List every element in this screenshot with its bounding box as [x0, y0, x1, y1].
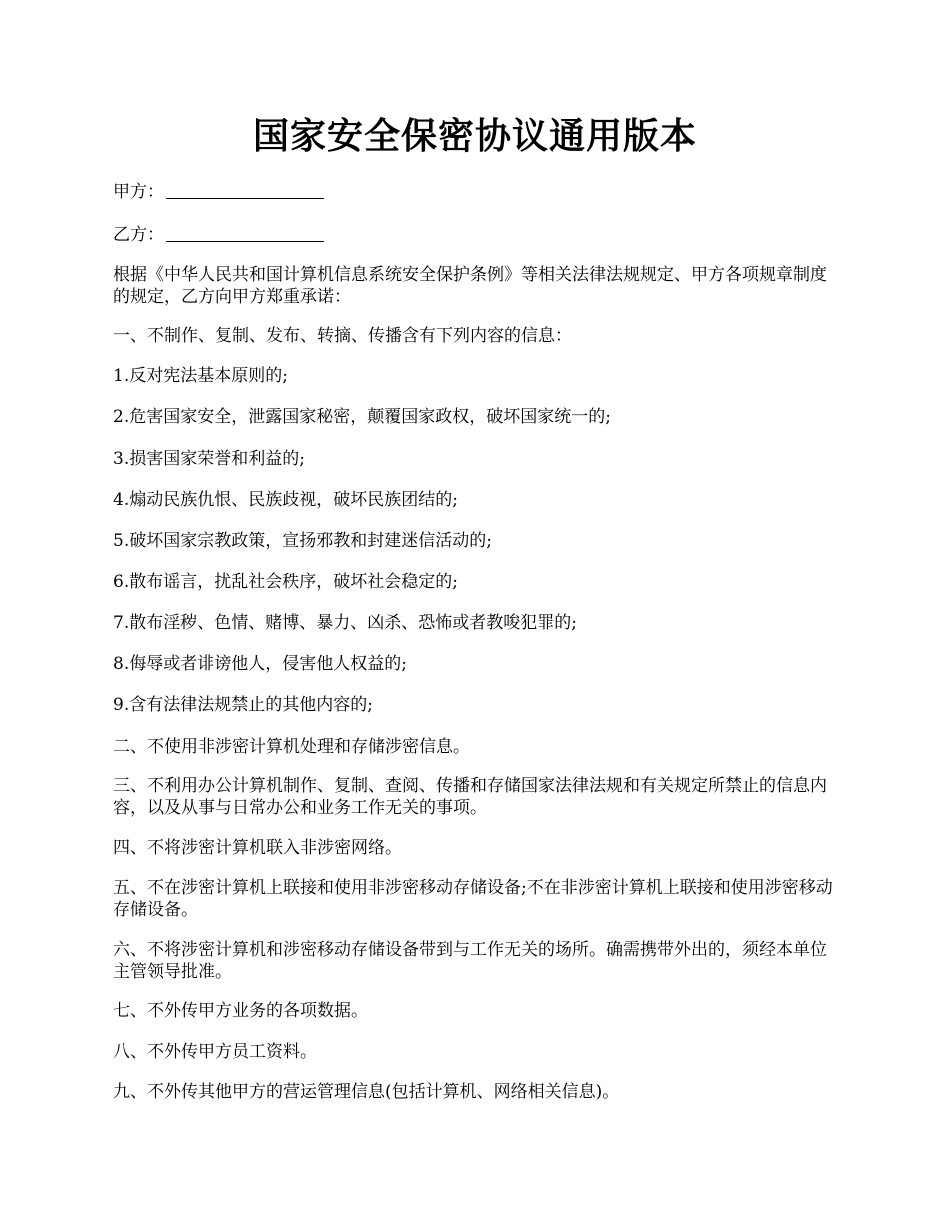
- list-item: 8.侮辱或者诽谤他人，侵害他人权益的;: [113, 654, 407, 674]
- clause-1: 一、不制作、复制、发布、转摘、传播含有下列内容的信息：: [113, 326, 572, 346]
- party-b-label: 乙方：: [113, 225, 164, 245]
- clause-6: 六、不将涉密计算机和涉密移动存储设备带到与工作无关的场所。确需携带外出的，须经本单位主管领导批准。: [113, 940, 827, 982]
- clause-8: 八、不外传甲方员工资料。: [113, 1042, 317, 1062]
- clause-4: 四、不将涉密计算机联入非涉密网络。: [113, 838, 402, 858]
- party-b-line: [113, 224, 843, 246]
- list-item: 4.煽动民族仇恨、民族歧视，破坏民族团结的;: [113, 490, 458, 510]
- clause-7: 七、不外传甲方业务的各项数据。: [113, 1001, 368, 1021]
- document-title: 国家安全保密协议通用版本: [252, 115, 697, 157]
- party-a-blank: [166, 182, 324, 199]
- list-item: 6.散布谣言，扰乱社会秩序，破坏社会稳定的;: [113, 572, 458, 592]
- list-item: 2.危害国家安全，泄露国家秘密，颠覆国家政权，破坏国家统一的;: [113, 407, 611, 427]
- clause-9: 九、不外传其他甲方的营运管理信息(包括计算机、网络相关信息)。: [113, 1082, 620, 1102]
- clause-5: 五、不在涉密计算机上联接和使用非涉密移动存储设备;不在非涉密计算机上联接和使用涉密移动存储设备。: [113, 878, 833, 920]
- list-item: 1.反对宪法基本原则的;: [113, 366, 288, 386]
- list-item: 3.损害国家荣誉和利益的;: [113, 449, 305, 469]
- intro-paragraph: 根据《中华人民共和国计算机信息系统安全保护条例》等相关法律法规规定、甲方各项规章制度的规定，乙方向甲方郑重承诺：: [113, 265, 827, 307]
- clause-2: 二、不使用非涉密计算机处理和存储涉密信息。: [113, 737, 470, 757]
- party-b-blank: [166, 225, 324, 242]
- party-a-line: [113, 181, 843, 203]
- list-item: 5.破坏国家宗教政策，宣扬邪教和封建迷信活动的;: [113, 531, 492, 551]
- party-a-label: 甲方：: [113, 182, 164, 202]
- clause-3: 三、不利用办公计算机制作、复制、查阅、传播和存储国家法律法规和有关规定所禁止的信息内容，以及从事与日常办公和业务工作无关的事项。: [113, 776, 827, 818]
- list-item: 7.散布淫秽、色情、赌博、暴力、凶杀、恐怖或者教唆犯罪的;: [113, 613, 577, 633]
- list-item: 9.含有法律法规禁止的其他内容的;: [113, 695, 373, 715]
